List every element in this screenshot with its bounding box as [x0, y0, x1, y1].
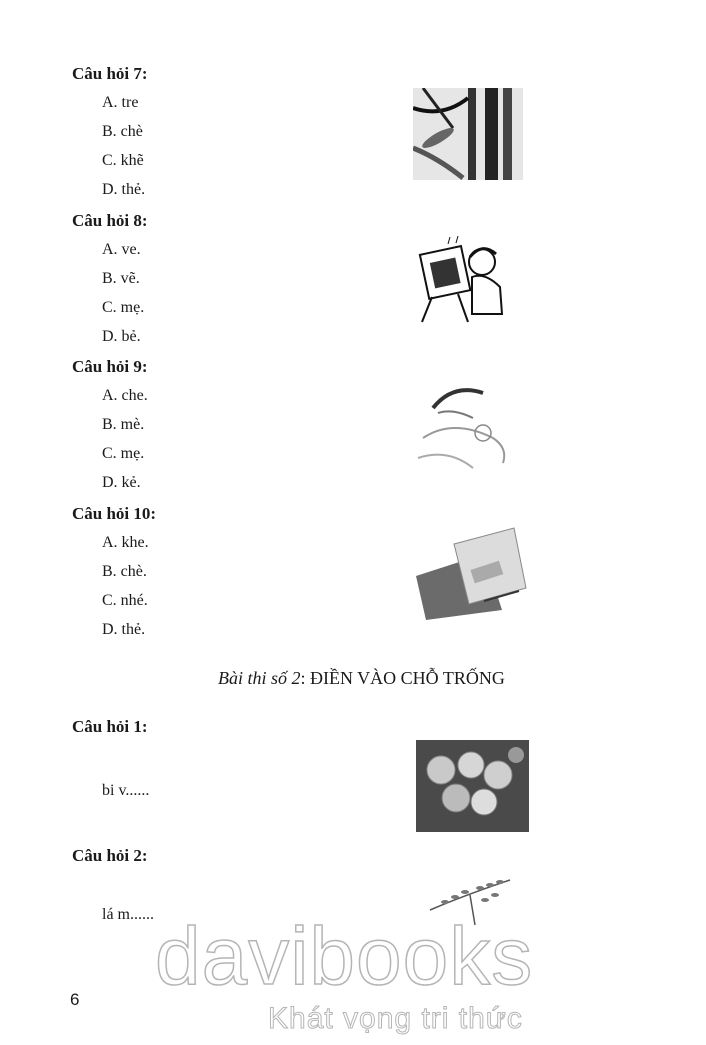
- question-8-option-b: B. vẽ.: [102, 270, 140, 287]
- question-7-title: Câu hỏi 7:: [72, 64, 148, 83]
- question-10-title: Câu hỏi 10:: [72, 504, 157, 523]
- question-10-option-c: C. nhé.: [102, 592, 148, 609]
- watermark-brand: davibooks: [155, 911, 534, 1002]
- question-9-option-b: B. mè.: [102, 416, 145, 433]
- section-2-heading-italic: Bài thi số 2: [218, 668, 301, 688]
- bamboo-image: [413, 88, 523, 180]
- question-8-option-d: D. bẻ.: [102, 328, 141, 345]
- question-8-title: Câu hỏi 8:: [72, 211, 148, 230]
- fill-question-2-title: Câu hỏi 2:: [72, 846, 148, 865]
- fill-question-1-blank: bi v......: [102, 782, 150, 799]
- question-7-option-b: B. chè: [102, 123, 143, 140]
- question-10-option-d: D. thẻ.: [102, 621, 146, 638]
- marbles-image: [416, 740, 529, 832]
- question-8-option-c: C. mẹ.: [102, 299, 145, 316]
- question-10-option-b: B. chè.: [102, 563, 147, 580]
- fill-question-2-blank: lá m......: [102, 906, 154, 923]
- painter-image: [410, 232, 510, 327]
- question-10-option-a: A. khe.: [102, 534, 149, 551]
- question-9-option-a: A. che.: [102, 387, 148, 404]
- card-image: [414, 526, 529, 620]
- fill-question-1-title: Câu hỏi 1:: [72, 717, 148, 736]
- question-8-option-a: A. ve.: [102, 241, 141, 258]
- watermark-slogan: Khát vọng tri thức: [268, 1002, 523, 1035]
- question-9-option-c: C. mẹ.: [102, 445, 145, 462]
- section-2-heading-title: : ĐIỀN VÀO CHỖ TRỐNG: [300, 668, 505, 688]
- question-7-option-d: D. thẻ.: [102, 181, 146, 198]
- section-2-heading: [218, 668, 505, 689]
- question-9-title: Câu hỏi 9:: [72, 357, 148, 376]
- page-number: 6: [70, 990, 80, 1009]
- mother-child-image: [413, 378, 518, 470]
- question-7-option-c: C. khẽ: [102, 152, 144, 169]
- question-9-option-d: D. kẻ.: [102, 474, 141, 491]
- question-7-option-a: A. tre: [102, 94, 139, 111]
